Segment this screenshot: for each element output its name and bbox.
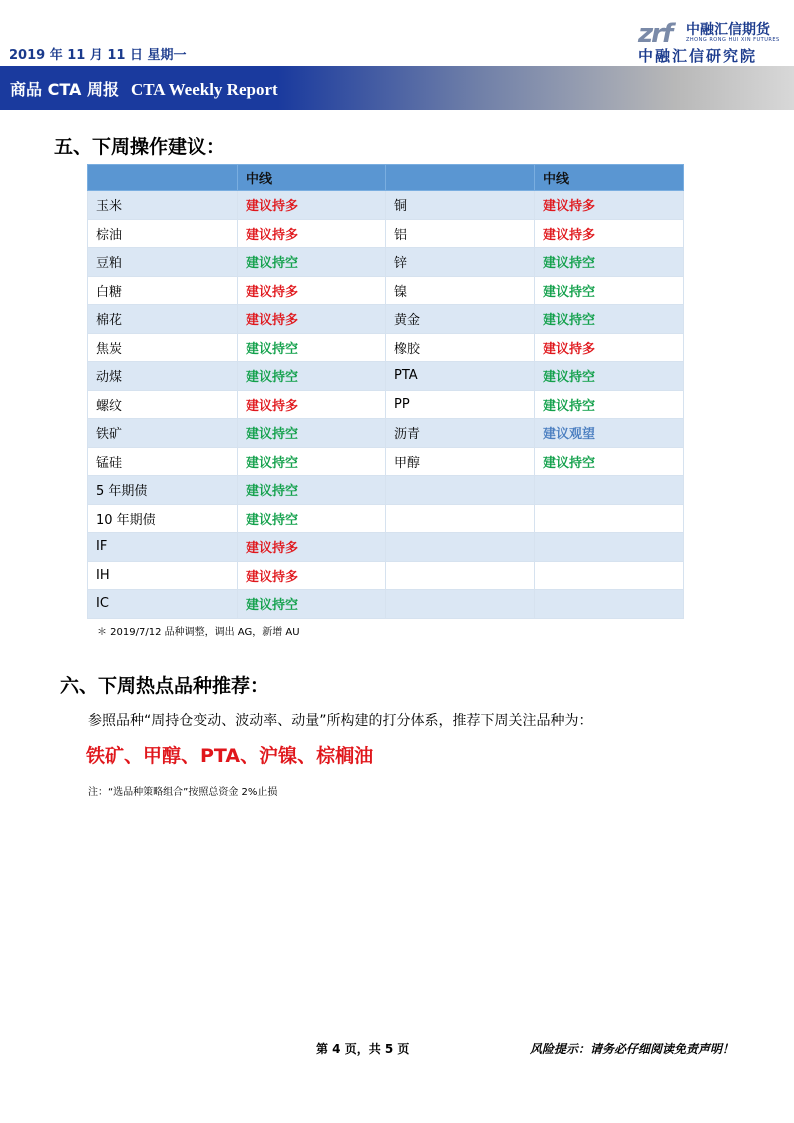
- product-name-cell: 黄金: [386, 305, 535, 334]
- product-name-cell: 镍: [386, 276, 535, 305]
- advice-cell: 建议持空: [238, 590, 386, 619]
- table-row: [88, 333, 684, 362]
- product-name-cell: [386, 504, 535, 533]
- advice-cell: 建议持空: [535, 390, 684, 419]
- advice-cell: [535, 561, 684, 590]
- advice-cell: 建议持空: [238, 333, 386, 362]
- operation-advice-table: [87, 164, 684, 619]
- product-name-cell: 棕油: [88, 219, 238, 248]
- table-row: [88, 248, 684, 277]
- advice-cell: [535, 504, 684, 533]
- advice-cell: 建议持空: [535, 276, 684, 305]
- product-name-cell: PTA: [386, 362, 535, 391]
- advice-cell: [535, 476, 684, 505]
- product-name-cell: IH: [88, 561, 238, 590]
- advice-cell: 建议持多: [535, 219, 684, 248]
- recommended-products: 铁矿、甲醇、PTA、沪镍、棕榈油: [86, 745, 374, 767]
- company-logo: [638, 17, 784, 63]
- product-name-cell: 铜: [386, 191, 535, 220]
- product-name-cell: 豆粕: [88, 248, 238, 277]
- banner-title-en: CTA Weekly Report: [130, 80, 278, 99]
- table-footnote: ＊ 2019/7/12 品种调整，调出 AG，新增 AU: [97, 627, 300, 638]
- product-name-cell: [386, 561, 535, 590]
- advice-cell: 建议持多: [238, 390, 386, 419]
- product-name-cell: 玉米: [88, 191, 238, 220]
- table-row: [88, 476, 684, 505]
- table-row: [88, 191, 684, 220]
- logo-mark: zrf: [638, 19, 672, 49]
- advice-cell: [535, 590, 684, 619]
- advice-cell: 建议持空: [238, 447, 386, 476]
- product-name-cell: IF: [88, 533, 238, 562]
- table-header-cell: [386, 165, 535, 191]
- product-name-cell: 白糖: [88, 276, 238, 305]
- advice-cell: 建议持空: [535, 447, 684, 476]
- product-name-cell: 锌: [386, 248, 535, 277]
- product-name-cell: 棉花: [88, 305, 238, 334]
- product-name-cell: 沥青: [386, 419, 535, 448]
- advice-cell: 建议持多: [238, 276, 386, 305]
- table-header-cell: 中线: [238, 165, 386, 191]
- advice-cell: [535, 533, 684, 562]
- advice-cell: 建议持多: [238, 219, 386, 248]
- logo-name-en: ZHONG RONG HUI XIN FUTURES: [686, 37, 780, 43]
- advice-cell: 建议持多: [238, 533, 386, 562]
- product-name-cell: 10 年期债: [88, 504, 238, 533]
- advice-cell: 建议持空: [238, 362, 386, 391]
- advice-cell: 建议持多: [238, 305, 386, 334]
- risk-disclaimer: 风险提示：请务必仔细阅读免责声明！: [530, 1042, 735, 1056]
- product-name-cell: [386, 590, 535, 619]
- table-header-cell: [88, 165, 238, 191]
- advice-cell: 建议持多: [238, 561, 386, 590]
- advice-cell: 建议观望: [535, 419, 684, 448]
- table-row: [88, 219, 684, 248]
- banner-title-cn: 商品 CTA 周报: [10, 80, 119, 99]
- product-name-cell: PP: [386, 390, 535, 419]
- product-name-cell: 铝: [386, 219, 535, 248]
- advice-cell: 建议持多: [535, 191, 684, 220]
- table-row: [88, 419, 684, 448]
- advice-cell: 建议持空: [238, 504, 386, 533]
- logo-name-cn: 中融汇信期货: [686, 22, 770, 38]
- product-name-cell: 5 年期债: [88, 476, 238, 505]
- table-row: [88, 447, 684, 476]
- advice-cell: 建议持空: [535, 248, 684, 277]
- product-name-cell: 铁矿: [88, 419, 238, 448]
- banner-title: [10, 77, 278, 100]
- table-row: [88, 533, 684, 562]
- section-6-title: 六、下周热点品种推荐：: [60, 675, 270, 697]
- product-name-cell: 锰硅: [88, 447, 238, 476]
- section-5-title: 五、下周操作建议：: [54, 136, 226, 158]
- advice-cell: 建议持空: [535, 362, 684, 391]
- advice-cell: 建议持空: [238, 476, 386, 505]
- table-row: [88, 305, 684, 334]
- table-row: [88, 561, 684, 590]
- product-name-cell: 甲醇: [386, 447, 535, 476]
- page-number: 第 4 页，共 5 页: [316, 1042, 410, 1056]
- product-name-cell: 焦炭: [88, 333, 238, 362]
- product-name-cell: [386, 476, 535, 505]
- product-name-cell: [386, 533, 535, 562]
- advice-cell: 建议持多: [535, 333, 684, 362]
- table-header-row: [88, 165, 684, 191]
- stop-loss-note: 注：“选品种策略组合”按照总资金 2%止损: [88, 787, 278, 798]
- table-header-cell: 中线: [535, 165, 684, 191]
- report-banner: [0, 66, 794, 110]
- product-name-cell: 动煤: [88, 362, 238, 391]
- table-row: [88, 504, 684, 533]
- table-row: [88, 390, 684, 419]
- advice-cell: 建议持空: [238, 248, 386, 277]
- product-name-cell: 螺纹: [88, 390, 238, 419]
- product-name-cell: 橡胶: [386, 333, 535, 362]
- table-row: [88, 590, 684, 619]
- advice-cell: 建议持空: [535, 305, 684, 334]
- table-row: [88, 362, 684, 391]
- advice-cell: 建议持空: [238, 419, 386, 448]
- advice-cell: 建议持多: [238, 191, 386, 220]
- table-row: [88, 276, 684, 305]
- report-date: 2019 年 11 月 11 日 星期一: [9, 48, 187, 63]
- product-name-cell: IC: [88, 590, 238, 619]
- logo-institute: 中融汇信研究院: [638, 47, 758, 65]
- recommendation-intro: 参照品种“周持仓变动、波动率、动量”所构建的打分体系，推荐下周关注品种为：: [88, 713, 593, 729]
